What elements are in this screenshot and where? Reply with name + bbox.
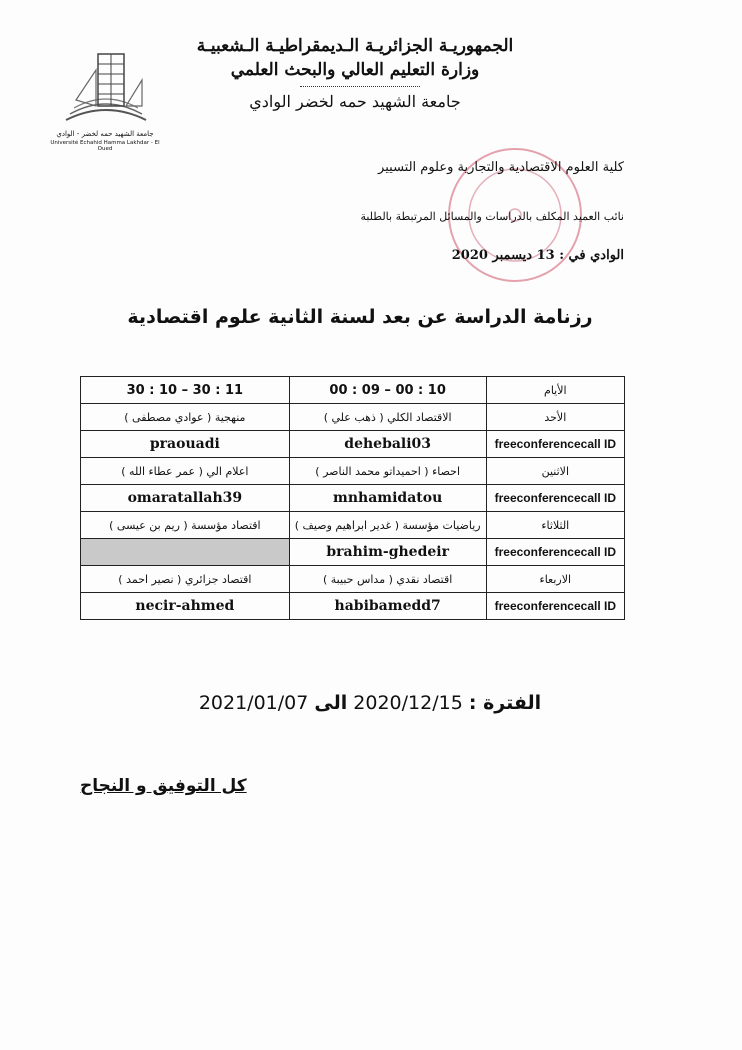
header-divider xyxy=(300,86,420,87)
period-from: 2020/12/15 xyxy=(353,692,463,714)
course-cell: اقتصاد نقدي ( مداس حبيبة ) xyxy=(289,566,486,593)
id-label-cell: freeconferencecall ID xyxy=(486,485,624,512)
table-row xyxy=(81,512,625,539)
table-row xyxy=(81,431,625,458)
course-cell: منهجية ( عوادي مصطفى ) xyxy=(81,404,290,431)
header-day: الأيام xyxy=(486,377,624,404)
period-line xyxy=(170,692,570,714)
meeting-id-cell: necir-ahmed xyxy=(81,593,290,620)
schedule-title: رزنامة الدراسة عن بعد لسنة الثانية علوم اقتصادية xyxy=(127,306,593,328)
university-title: جامعة الشهيد حمه لخضر الوادي xyxy=(249,92,461,111)
table-row xyxy=(81,485,625,512)
day-cell: الأحد xyxy=(486,404,624,431)
logo-caption-french: Université Echahid Hamma Lakhdar - El Oued xyxy=(50,140,160,152)
meeting-id-cell: mnhamidatou xyxy=(289,485,486,512)
logo-caption-arabic: جامعة الشهيد حمه لخضر - الوادي xyxy=(56,130,154,138)
id-label-cell: freeconferencecall ID xyxy=(486,539,624,566)
meeting-id-cell: dehebali03 xyxy=(289,431,486,458)
schedule-table xyxy=(80,376,625,620)
meeting-id-cell: brahim-ghedeir xyxy=(289,539,486,566)
meeting-id-cell: praouadi xyxy=(81,431,290,458)
table-row xyxy=(81,593,625,620)
id-label-cell: freeconferencecall ID xyxy=(486,593,624,620)
faculty-name: كلية العلوم الاقتصادية والتجارية وعلوم التسيير xyxy=(378,160,624,175)
day-cell: الاربعاء xyxy=(486,566,624,593)
course-cell: رياضيات مؤسسة ( غدير ابراهيم وصيف ) xyxy=(289,512,486,539)
closing-wish: كل التوفيق و النجاح xyxy=(80,776,247,796)
ministry-title: وزارة التعليم العالي والبحث العلمي xyxy=(230,60,480,80)
course-cell: اقتصاد جزائري ( نصير احمد ) xyxy=(81,566,290,593)
table-row xyxy=(81,458,625,485)
header-slot2: 11 : 30 – 10 : 30 xyxy=(81,377,290,404)
day-cell: الاثنين xyxy=(486,458,624,485)
meeting-id-cell: omaratallah39 xyxy=(81,485,290,512)
meeting-id-cell-empty xyxy=(81,539,290,566)
course-cell: احصاء ( احميداتو محمد الناصر ) xyxy=(289,458,486,485)
table-row xyxy=(81,404,625,431)
course-cell: اعلام الي ( عمر عطاء الله ) xyxy=(81,458,290,485)
table-header-row xyxy=(81,377,625,404)
table-row xyxy=(81,539,625,566)
course-cell: الاقتصاد الكلي ( ذهب علي ) xyxy=(289,404,486,431)
vice-dean-title: نائب العميد المكلف بالدراسات والمسائل المرتبطة بالطلبة xyxy=(360,210,624,223)
id-label-cell: freeconferencecall ID xyxy=(486,431,624,458)
date-line: الوادي في : 13 ديسمبر 2020 xyxy=(451,248,624,263)
table-row xyxy=(81,566,625,593)
day-cell: الثلاثاء xyxy=(486,512,624,539)
period-to-word: الى xyxy=(314,692,348,714)
republic-title: الجمهوريـة الجزائريـة الـديمقراطيـة الـشعبيـة xyxy=(196,36,514,56)
university-logo-icon xyxy=(56,40,156,140)
header-slot1: 10 : 00 – 09 : 00 xyxy=(289,377,486,404)
period-to: 2021/01/07 xyxy=(198,692,309,714)
meeting-id-cell: habibamedd7 xyxy=(289,593,486,620)
period-label: الفترة : xyxy=(468,692,542,714)
course-cell: اقتصاد مؤسسة ( ريم بن عيسى ) xyxy=(81,512,290,539)
